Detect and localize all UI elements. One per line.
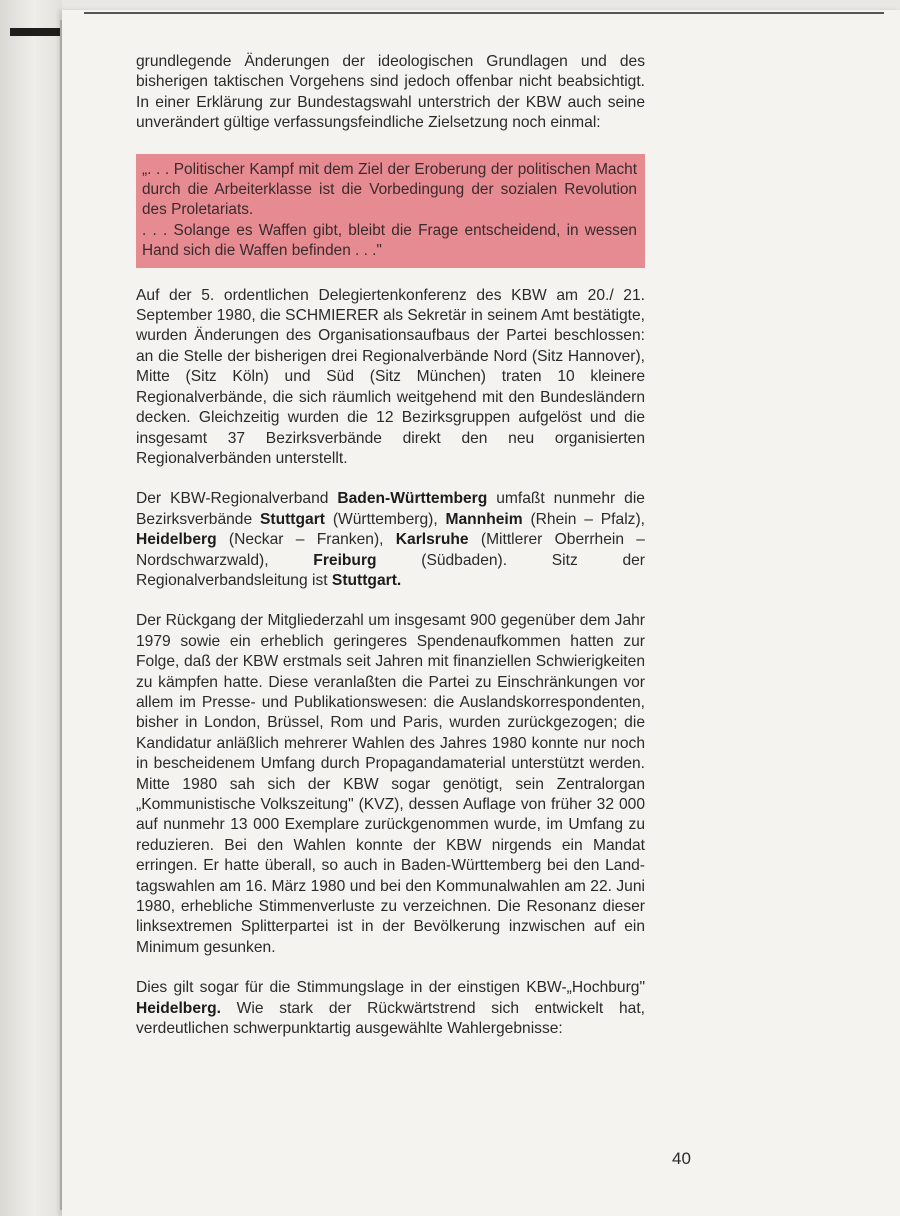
top-rule [84, 12, 884, 14]
highlighted-quote [136, 154, 645, 268]
rueckgang-paragraph: Der Rückgang der Mitgliederzahl um insgesamt 900 gegenüber dem Jahr 1979 sowie ein erheblich geringeres Spendenaufkommen hatten zur Folge, daß der KBW erstmals seit Jahren mit finanziellen Schwierigkeiten zu kämpfen hatte. Diese veranlaßten die Partei zu Einschränkungen vor allem im Presse- und Publikationswesen: die Auslandskorrespondenten, bisher in London, Brüssel, Rom und Paris, wurden zurückgezogen; die Kandidatur anläßlich mehrerer Wahlen des Jahres 1980 konnte nur noch in bescheidenem Umfang durch Propagandamaterial unterstützt werden. Mitte 1980 sah sich der KBW sogar genötigt, sein Zentralorgan „Kommunistische Volkszeitung" (KVZ), dessen Auflage von früher 32 000 auf nunmehr 13 000 Exemplare zurückgenommen wurde, im Umfang zu reduzieren. Bei den Wahlen konnte der KBW nirgends ein Mandat erringen. Er hatte überall, so auch in Baden-Württemberg bei den Landtagswahlen am 16. März 1980 und bei den Kommunalwahlen am 22. Juni 1980, erhebliche Stimmenverluste zu verzeichnen. Die Resonanz dieser linksextremen Splitterpartei ist in der Bevölkerung inzwischen auf ein Minimum gesunken. [136, 612, 645, 956]
page-number: 40 [672, 1149, 691, 1168]
final-paragraph: Dies gilt sogar für die Stimmungslage in der einstigen KBW-„Hochburg" Heidelberg. Wie stark der Rückwärtstrend sich entwickelt hat, verdeutlichen schwerpunktartig ausgewählte Wahlergebnisse: [136, 979, 645, 1038]
quote-line-2: . . . Solange es Waffen gibt, bleibt die Frage entscheidend, in wessen Hand sich die Waffen befinden . . ." [142, 221, 637, 260]
quote-line-1: „. . . Politischer Kampf mit dem Ziel der Eroberung der politischen Macht durch die Arbeiterklasse ist die Vorbedingung der sozialen Revolution des Proletariats. [142, 160, 637, 219]
intro-paragraph: grundlegende Änderungen der ideologischen Grundlagen und des bisherigen taktischen Vorgehens sind jedoch offenbar nicht beabsichtigt. In einer Erklärung zur Bundestagswahl unterstrich der KBW auch seine unverändert gültige verfassungsfeindliche Zielsetzung noch einmal: [136, 53, 645, 132]
konferenz-paragraph: Auf der 5. ordentlichen Delegiertenkonferenz des KBW am 20./ 21. September 1980, die SCHMIERER als Sekretär in seinem Amt bestätigte, wurden Änderungen des Organisationsaufbaus der Partei beschlossen: an die Stelle der bisherigen drei Regionalverbände Nord (Sitz Hannover), Mitte (Sitz Köln) und Süd (Sitz München) traten 10 kleinere Regionalverbände, die sich räumlich weitgehend mit den Bundesländern decken. Gleichzeitig wurden die 12 Bezirksgruppen aufgelöst und die insgesamt 37 Bezirksverbände direkt den neu organisierten Regionalverbänden unterstellt. [136, 286, 645, 467]
baden-wuerttemberg-paragraph: Der KBW-Regionalverband Baden-Württemberg umfaßt nunmehr die Bezirksverbände Stuttgart (Württemberg), Mannheim (Rhein – Pfalz), Heidelberg (Neckar – Franken), Karlsruhe (Mittlerer Oberrhein – Nordschwarzwald), Freiburg (Südbaden). Sitz der Regionalverbandsleitung ist Stuttgart. [136, 490, 646, 589]
book-binding [0, 0, 62, 1216]
text-column [136, 52, 645, 1059]
